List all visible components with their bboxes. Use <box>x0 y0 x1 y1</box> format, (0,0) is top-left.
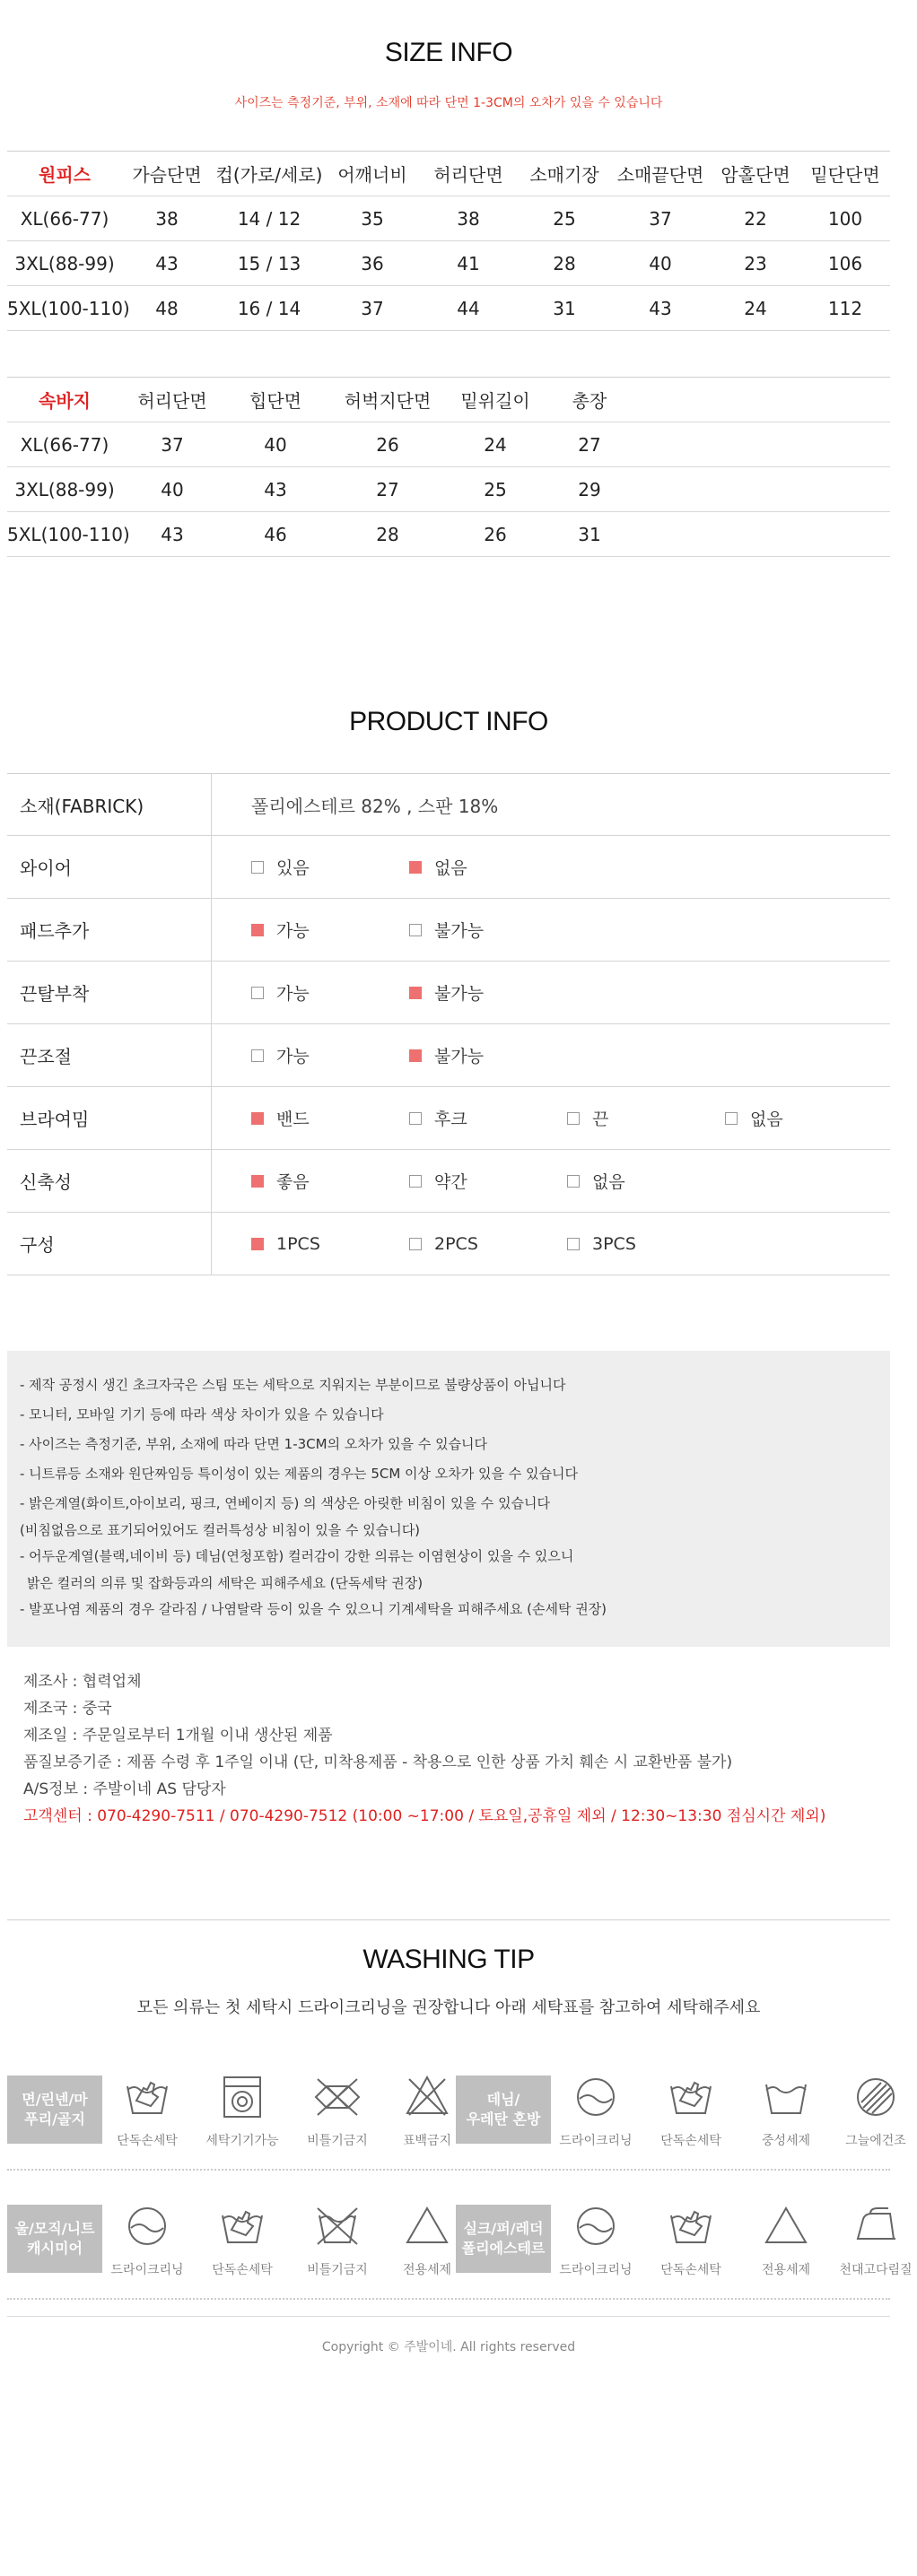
washing-item-label: 단독손세탁 <box>117 2134 178 2148</box>
product-option-label: 없음 <box>592 1172 625 1192</box>
table-cell: 40 <box>122 467 223 512</box>
note-line: - 발포나염 제품의 경우 갈라짐 / 나염탈락 등이 있을 수 있으니 기계세탁을 피해주세요 (손세탁 권장) <box>20 1601 607 1617</box>
washing-item <box>834 2074 917 2149</box>
onepiece-header-cell: 암홀단면 <box>711 152 800 196</box>
product-option <box>409 1043 567 1067</box>
table-cell: 23 <box>711 241 800 286</box>
unchecked-box-icon <box>567 1175 580 1188</box>
table-cell: 25 <box>447 467 544 512</box>
unchecked-box-icon <box>251 861 264 874</box>
product-option <box>567 1234 725 1254</box>
handwash-icon <box>650 2074 732 2120</box>
bottoms-header-cell: 밑위길이 <box>447 378 544 422</box>
product-option <box>409 855 567 879</box>
bottoms-header-cell: 허벅지단면 <box>328 378 447 422</box>
product-option-label: 후크 <box>434 1110 467 1129</box>
table-row <box>7 467 635 512</box>
onepiece-header-cell: 소매기장 <box>519 152 610 196</box>
product-info-label: 끈탈부착 <box>7 962 212 1023</box>
table-cell: 112 <box>800 286 890 331</box>
table-cell: 48 <box>122 286 212 331</box>
product-option <box>251 1234 409 1254</box>
product-option-label: 가능 <box>276 921 310 941</box>
bottoms-size-table <box>7 377 635 557</box>
washing-group-label: 면/린넨/마 푸리/골지 <box>7 2076 102 2144</box>
product-option <box>409 1169 567 1193</box>
product-option <box>251 980 409 1005</box>
date-info: 제조일 : 주문일로부터 1개월 이내 생산된 제품 <box>23 1727 333 1745</box>
maker-info: 제조사 : 협력업체 <box>23 1673 142 1691</box>
table-cell: 27 <box>328 467 447 512</box>
table-cell: 25 <box>519 196 610 241</box>
unchecked-box-icon <box>567 1238 580 1250</box>
washing-tip-title: WASHING TIP <box>362 1945 535 1974</box>
table-cell: 31 <box>544 512 635 557</box>
onepiece-header-cell: 밑단단면 <box>800 152 890 196</box>
onepiece-header-cell: 소매끝단면 <box>610 152 711 196</box>
warranty-info: 품질보증기준 : 제품 수령 후 1주일 이내 (단, 미착용제품 - 착용으로 인한 상품 가치 훼손 시 교환반품 불가) <box>23 1754 733 1771</box>
table-row <box>7 286 890 331</box>
washing-item-label: 표백금지 <box>402 2134 452 2148</box>
product-option <box>251 1106 409 1130</box>
seller-info <box>23 1668 825 1830</box>
bottoms-header-row <box>7 378 635 422</box>
table-cell: 35 <box>327 196 418 241</box>
product-info-label: 끈조절 <box>7 1024 212 1086</box>
washing-item <box>834 2203 917 2278</box>
table-row <box>7 422 635 467</box>
table-cell: XL(66-77) <box>7 422 122 467</box>
table-cell: 37 <box>327 286 418 331</box>
table-cell: 38 <box>122 196 212 241</box>
washing-item-label: 세탁기기가능 <box>205 2134 279 2148</box>
bottoms-header-cell: 허리단면 <box>122 378 223 422</box>
table-cell: 28 <box>328 512 447 557</box>
product-info-row <box>7 1213 890 1275</box>
product-option <box>567 1169 725 1193</box>
note-line: - 니트류등 소재와 원단짜임등 특이성이 있는 제품의 경우는 5CM 이상 오차가 있을 수 있습니다 <box>20 1466 578 1482</box>
product-info-label: 구성 <box>7 1213 212 1275</box>
care-notes <box>7 1351 890 1647</box>
unchecked-box-icon <box>409 1112 422 1125</box>
product-info-label: 브라여밈 <box>7 1087 212 1149</box>
washing-item <box>650 2074 732 2149</box>
washing-item-label: 천대고다림질 <box>839 2263 913 2277</box>
table-cell: 46 <box>223 512 328 557</box>
product-option <box>409 980 567 1005</box>
fabric-label: 소재(FABRICK) <box>7 774 212 835</box>
note-line: - 밝은계열(화이트,아이보리, 핑크, 연베이지 등) 의 색상은 아릿한 비침이 있을 수 있습니다 <box>20 1495 551 1511</box>
product-option-label: 없음 <box>750 1110 783 1129</box>
product-option-label: 불가능 <box>434 921 485 941</box>
washing-group <box>7 2196 913 2294</box>
fabric-row <box>7 773 890 836</box>
checked-box-icon <box>251 1238 264 1250</box>
table-cell: 43 <box>122 512 223 557</box>
table-cell: 106 <box>800 241 890 286</box>
washing-item-label: 드라이크리닝 <box>559 2134 633 2148</box>
table-cell: 29 <box>544 467 635 512</box>
note-line: - 사이즈는 측정기준, 부위, 소재에 따라 단면 1-3CM의 오차가 있을 수 있습니다 <box>20 1436 488 1452</box>
checked-box-icon <box>409 1049 422 1062</box>
washing-item <box>745 2203 827 2278</box>
table-row <box>7 241 890 286</box>
product-option-label: 2PCS <box>434 1233 478 1254</box>
bottoms-table-line <box>635 466 890 467</box>
washing-group-label: 울/모직/니트 캐시미어 <box>7 2205 102 2273</box>
washing-item-label: 단독손세탁 <box>660 2134 721 2148</box>
product-option <box>725 1106 883 1130</box>
table-cell: 15 / 13 <box>212 241 327 286</box>
unchecked-box-icon <box>567 1112 580 1125</box>
note-line: - 모니터, 모바일 기기 등에 따라 색상 차이가 있을 수 있습니다 <box>20 1406 384 1423</box>
table-cell: 44 <box>418 286 519 331</box>
iron-icon <box>834 2203 917 2250</box>
product-info-row <box>7 1024 890 1087</box>
table-row <box>7 512 635 557</box>
washing-item-label: 비틀기금지 <box>307 2134 368 2148</box>
product-option-label: 끈 <box>592 1110 609 1129</box>
table-cell: 28 <box>519 241 610 286</box>
washing-item <box>745 2074 827 2149</box>
checked-box-icon <box>409 861 422 874</box>
unchecked-box-icon <box>409 924 422 936</box>
product-info-label: 신축성 <box>7 1150 212 1212</box>
washing-item-label: 드라이크리닝 <box>110 2263 184 2277</box>
product-option-label: 있음 <box>276 858 310 878</box>
note-line: 밝은 컬러의 의류 및 잡화등과의 세탁은 피해주세요 (단독세탁 권장) <box>27 1575 424 1591</box>
washing-group-label: 데님/ 우레탄 혼방 <box>456 2076 551 2144</box>
table-cell: 43 <box>122 241 212 286</box>
product-info-label: 와이어 <box>7 836 212 898</box>
table-cell: 3XL(88-99) <box>7 241 122 286</box>
bottoms-header-cell: 총장 <box>544 378 635 422</box>
product-option <box>409 1234 567 1254</box>
table-cell: 41 <box>418 241 519 286</box>
product-option <box>251 918 409 942</box>
washing-item-label: 비틀기금지 <box>307 2263 368 2277</box>
note-line: - 제작 공정시 생긴 초크자국은 스팀 또는 세탁으로 지워지는 부분이므로 불량상품이 아닙니다 <box>20 1377 566 1393</box>
onepiece-header-cell: 어깨너비 <box>327 152 418 196</box>
table-cell: 31 <box>519 286 610 331</box>
table-cell: XL(66-77) <box>7 196 122 241</box>
unchecked-box-icon <box>725 1112 738 1125</box>
product-option-label: 3PCS <box>592 1233 636 1254</box>
unchecked-box-icon <box>409 1238 422 1250</box>
table-cell: 43 <box>610 286 711 331</box>
table-cell: 14 / 12 <box>212 196 327 241</box>
copyright: Copyright © 주발이네. All rights reserved <box>321 2340 576 2354</box>
product-info-row <box>7 962 890 1024</box>
note-line: - 어두운계열(블랙,네이비 등) 데님(연청포함) 컬러감이 강한 의류는 이염현상이 있을 수 있으니 <box>20 1548 574 1564</box>
table-cell: 3XL(88-99) <box>7 467 122 512</box>
product-option <box>409 1106 567 1130</box>
table-cell: 43 <box>223 467 328 512</box>
product-info-row <box>7 1087 890 1150</box>
washing-item-label: 단독손세탁 <box>212 2263 273 2277</box>
table-cell: 40 <box>223 422 328 467</box>
as-info: A/S정보 : 주발이네 AS 담당자 <box>23 1780 226 1798</box>
neutral-wash-icon <box>745 2074 827 2120</box>
size-info-title: SIZE INFO <box>384 38 513 67</box>
product-option-label: 없음 <box>434 858 467 878</box>
washing-item <box>555 2203 637 2278</box>
checked-box-icon <box>409 987 422 999</box>
bottoms-table-line <box>635 556 890 557</box>
footer-divider <box>7 2316 890 2317</box>
table-row <box>7 196 890 241</box>
onepiece-header-cell: 원피스 <box>7 152 122 196</box>
product-option-label: 약간 <box>434 1172 467 1192</box>
table-cell: 40 <box>610 241 711 286</box>
washing-item-label: 중성세제 <box>761 2134 811 2148</box>
table-cell: 37 <box>610 196 711 241</box>
product-option <box>251 855 409 879</box>
customer-center: 고객센터 : 070-4290-7511 / 070-4290-7512 (10:00 ~17:00 / 토요일,공휴일 제외 / 12:30~13:30 점심시간 제외) <box>23 1807 826 1825</box>
washing-item-label: 드라이크리닝 <box>559 2263 633 2277</box>
product-info-title: PRODUCT INFO <box>349 707 548 736</box>
dryclean-icon <box>555 2074 637 2120</box>
table-cell: 24 <box>711 286 800 331</box>
checked-box-icon <box>251 1175 264 1188</box>
product-option <box>409 918 567 942</box>
washing-item-label: 전용세제 <box>761 2263 811 2277</box>
product-option-label: 1PCS <box>276 1233 320 1254</box>
product-option-label: 불가능 <box>434 984 485 1004</box>
checked-box-icon <box>251 924 264 936</box>
dryclean-icon <box>555 2203 637 2250</box>
product-option-label: 좋음 <box>276 1172 310 1192</box>
product-option <box>251 1169 409 1193</box>
detergent-icon <box>745 2203 827 2250</box>
unchecked-box-icon <box>251 1049 264 1062</box>
divider <box>7 1919 890 1920</box>
washing-item-label: 단독손세탁 <box>660 2263 721 2277</box>
dotted-divider <box>7 2169 890 2171</box>
product-option-label: 가능 <box>276 1047 310 1066</box>
washing-subtitle: 모든 의류는 첫 세탁시 드라이크리닝을 권장합니다 아래 세탁표를 참고하여 세탁해주세요 <box>136 1998 761 2017</box>
product-info-row <box>7 836 890 899</box>
unchecked-box-icon <box>409 1175 422 1188</box>
washing-group-label: 실크/퍼/레더 폴리에스테르 <box>456 2205 551 2273</box>
fabric-value: 폴리에스테르 82% , 스판 18% <box>251 795 499 817</box>
handwash-icon <box>650 2203 732 2250</box>
product-option-label: 가능 <box>276 984 310 1004</box>
table-cell: 16 / 14 <box>212 286 327 331</box>
table-cell: 38 <box>418 196 519 241</box>
bottoms-table-line <box>635 377 890 378</box>
onepiece-header-row <box>7 152 890 196</box>
product-option-label: 밴드 <box>276 1110 310 1129</box>
table-cell: 5XL(100-110) <box>7 286 122 331</box>
product-option <box>251 1043 409 1067</box>
product-info-label: 패드추가 <box>7 899 212 961</box>
note-line: (비침없음으로 표기되어있어도 컬러특성상 비침이 있을 수 있습니다) <box>20 1522 421 1538</box>
table-cell: 5XL(100-110) <box>7 512 122 557</box>
country-info: 제조국 : 중국 <box>23 1700 112 1718</box>
washing-item-label: 전용세제 <box>402 2263 452 2277</box>
bottoms-table-line <box>635 511 890 512</box>
washing-item <box>555 2074 637 2149</box>
table-cell: 100 <box>800 196 890 241</box>
unchecked-box-icon <box>251 987 264 999</box>
table-cell: 37 <box>122 422 223 467</box>
table-cell: 22 <box>711 196 800 241</box>
onepiece-header-cell: 허리단면 <box>418 152 519 196</box>
checked-box-icon <box>251 1112 264 1125</box>
product-info-row <box>7 899 890 962</box>
product-info-table <box>7 773 890 1275</box>
shade-dry-icon <box>834 2074 917 2120</box>
washing-group <box>7 2067 906 2165</box>
bottoms-header-cell: 힙단면 <box>223 378 328 422</box>
washing-item-label: 그늘에건조 <box>845 2134 906 2148</box>
table-cell: 26 <box>447 512 544 557</box>
onepiece-size-table <box>7 151 890 331</box>
dotted-divider <box>7 2298 890 2300</box>
table-cell: 36 <box>327 241 418 286</box>
washing-item <box>650 2203 732 2278</box>
bottoms-header-cell: 속바지 <box>7 378 122 422</box>
product-option <box>567 1106 725 1130</box>
size-notice: 사이즈는 측정기준, 부위, 소재에 따라 단면 1-3CM의 오차가 있을 수 있습니다 <box>234 96 663 110</box>
onepiece-header-cell: 컵(가로/세로) <box>212 152 327 196</box>
table-cell: 27 <box>544 422 635 467</box>
table-cell: 26 <box>328 422 447 467</box>
product-option-label: 불가능 <box>434 1047 485 1066</box>
product-info-row <box>7 1150 890 1213</box>
onepiece-header-cell: 가슴단면 <box>122 152 212 196</box>
table-cell: 24 <box>447 422 544 467</box>
